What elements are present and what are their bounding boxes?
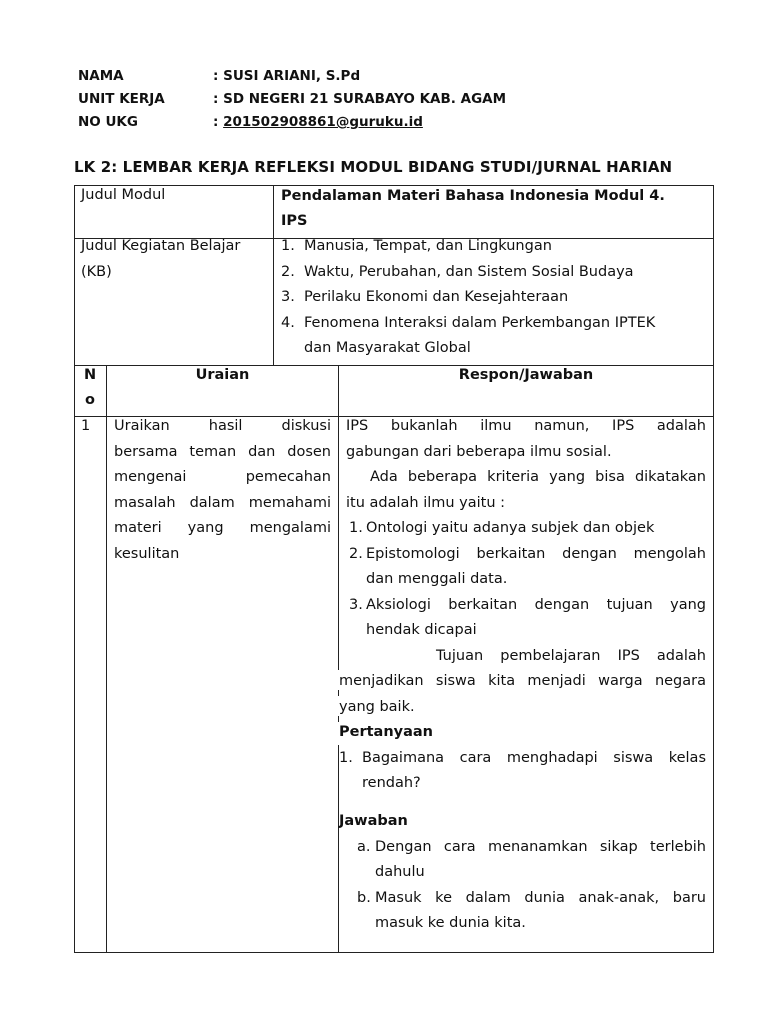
kb-item-4: Fenomena Interaksi dalam Perkembangan IPTEK	[304, 315, 656, 331]
table-divider-col-uraian-lower	[338, 745, 339, 953]
criteria-3-line1: Aksiologi berkaitan dengan tujuan yang	[366, 597, 706, 613]
row-number: 1	[81, 418, 91, 434]
border-fragment	[338, 664, 339, 670]
kb-item-4-num: 4.	[281, 315, 295, 331]
uraian-line: Uraikan hasil diskusi	[114, 418, 331, 434]
kb-label-line1: Judul Kegiatan Belajar	[81, 238, 241, 254]
answer-b-line1: Masuk ke dalam dunia anak-anak, baru	[375, 890, 706, 906]
table-divider-col-info	[273, 185, 274, 366]
criteria-1-num: 1.	[349, 520, 363, 536]
unit-kerja-value: : SD NEGERI 21 SURABAYO KAB. AGAM	[213, 91, 507, 107]
answer-a-line2: dahulu	[375, 864, 425, 880]
criteria-2-num: 2.	[349, 546, 363, 562]
kb-item-2: Waktu, Perubahan, dan Sistem Sosial Budaya	[304, 264, 634, 280]
kb-item-3-num: 3.	[281, 289, 295, 305]
col-header-no-1: N	[84, 367, 97, 383]
question-1-num: 1.	[339, 750, 353, 766]
respon-p1-line2: gabungan dari beberapa ilmu sosial.	[346, 444, 612, 460]
modul-value-line1: Pendalaman Materi Bahasa Indonesia Modul 4.	[281, 188, 665, 204]
uraian-line: bersama teman dan dosen	[114, 444, 331, 460]
kb-item-3: Perilaku Ekonomi dan Kesejahteraan	[304, 289, 569, 305]
table-border-right	[713, 185, 714, 953]
respon-p3-line1: Tujuan pembelajaran IPS adalah	[436, 648, 706, 664]
kb-label-line2: (KB)	[81, 264, 112, 280]
kb-item-1-num: 1.	[281, 238, 295, 254]
jawaban-heading: Jawaban	[339, 813, 408, 829]
respon-p3-line3: yang baik.	[339, 699, 415, 715]
answer-b-line2: masuk ke dunia kita.	[375, 915, 526, 931]
kb-item-1: Manusia, Tempat, dan Lingkungan	[304, 238, 552, 254]
nama-label: NAMA	[78, 68, 124, 84]
document-title: LK 2: LEMBAR KERJA REFLEKSI MODUL BIDANG STUDI/JURNAL HARIAN	[74, 158, 673, 176]
col-header-respon: Respon/Jawaban	[458, 367, 594, 383]
col-header-uraian: Uraian	[195, 367, 250, 383]
respon-p3-line2: menjadikan siswa kita menjadi warga negara	[339, 673, 706, 689]
criteria-3-line2: hendak dicapai	[366, 622, 477, 638]
question-1-line1: Bagaimana cara menghadapi siswa kelas	[362, 750, 706, 766]
unit-kerja-label: UNIT KERJA	[78, 91, 165, 107]
uraian-line: masalah dalam memahami	[114, 495, 331, 511]
table-border-bottom	[74, 952, 714, 953]
pertanyaan-heading: Pertanyaan	[339, 724, 433, 740]
answer-a-line1: Dengan cara menanamkan sikap terlebih	[375, 839, 706, 855]
nama-value: : SUSI ARIANI, S.Pd	[213, 68, 361, 84]
kb-item-4-cont: dan Masyarakat Global	[304, 340, 471, 356]
criteria-2-line1: Epistomologi berkaitan dengan mengolah	[366, 546, 706, 562]
criteria-2-line2: dan menggali data.	[366, 571, 508, 587]
respon-p2-line1: Ada beberapa kriteria yang bisa dikatakan	[370, 469, 706, 485]
kb-item-2-num: 2.	[281, 264, 295, 280]
question-1-line2: rendah?	[362, 775, 421, 791]
no-ukg-label: NO UKG	[78, 114, 138, 130]
ukg-email-link[interactable]: 201502908861@guruku.id	[223, 114, 423, 130]
table-border-left	[74, 185, 75, 953]
table-divider-col-uraian	[338, 365, 339, 665]
respon-p2-line2: itu adalah ilmu yaitu :	[346, 495, 506, 511]
no-ukg-value-wrap	[213, 114, 423, 130]
table-divider-col-no	[106, 365, 107, 953]
uraian-line: kesulitan	[114, 546, 180, 562]
col-header-no-2: o	[85, 392, 95, 408]
criteria-1-line1: Ontologi yaitu adanya subjek dan objek	[366, 520, 655, 536]
no-ukg-colon: :	[213, 114, 219, 130]
criteria-3-num: 3.	[349, 597, 363, 613]
uraian-line: mengenai pemecahan	[114, 469, 331, 485]
answer-a-letter: a.	[357, 839, 371, 855]
uraian-line: materi yang mengalami	[114, 520, 331, 536]
answer-b-letter: b.	[357, 890, 371, 906]
modul-value-line2: IPS	[281, 213, 308, 229]
respon-p1-line1: IPS bukanlah ilmu namun, IPS adalah	[346, 418, 706, 434]
modul-label: Judul Modul	[81, 187, 166, 203]
